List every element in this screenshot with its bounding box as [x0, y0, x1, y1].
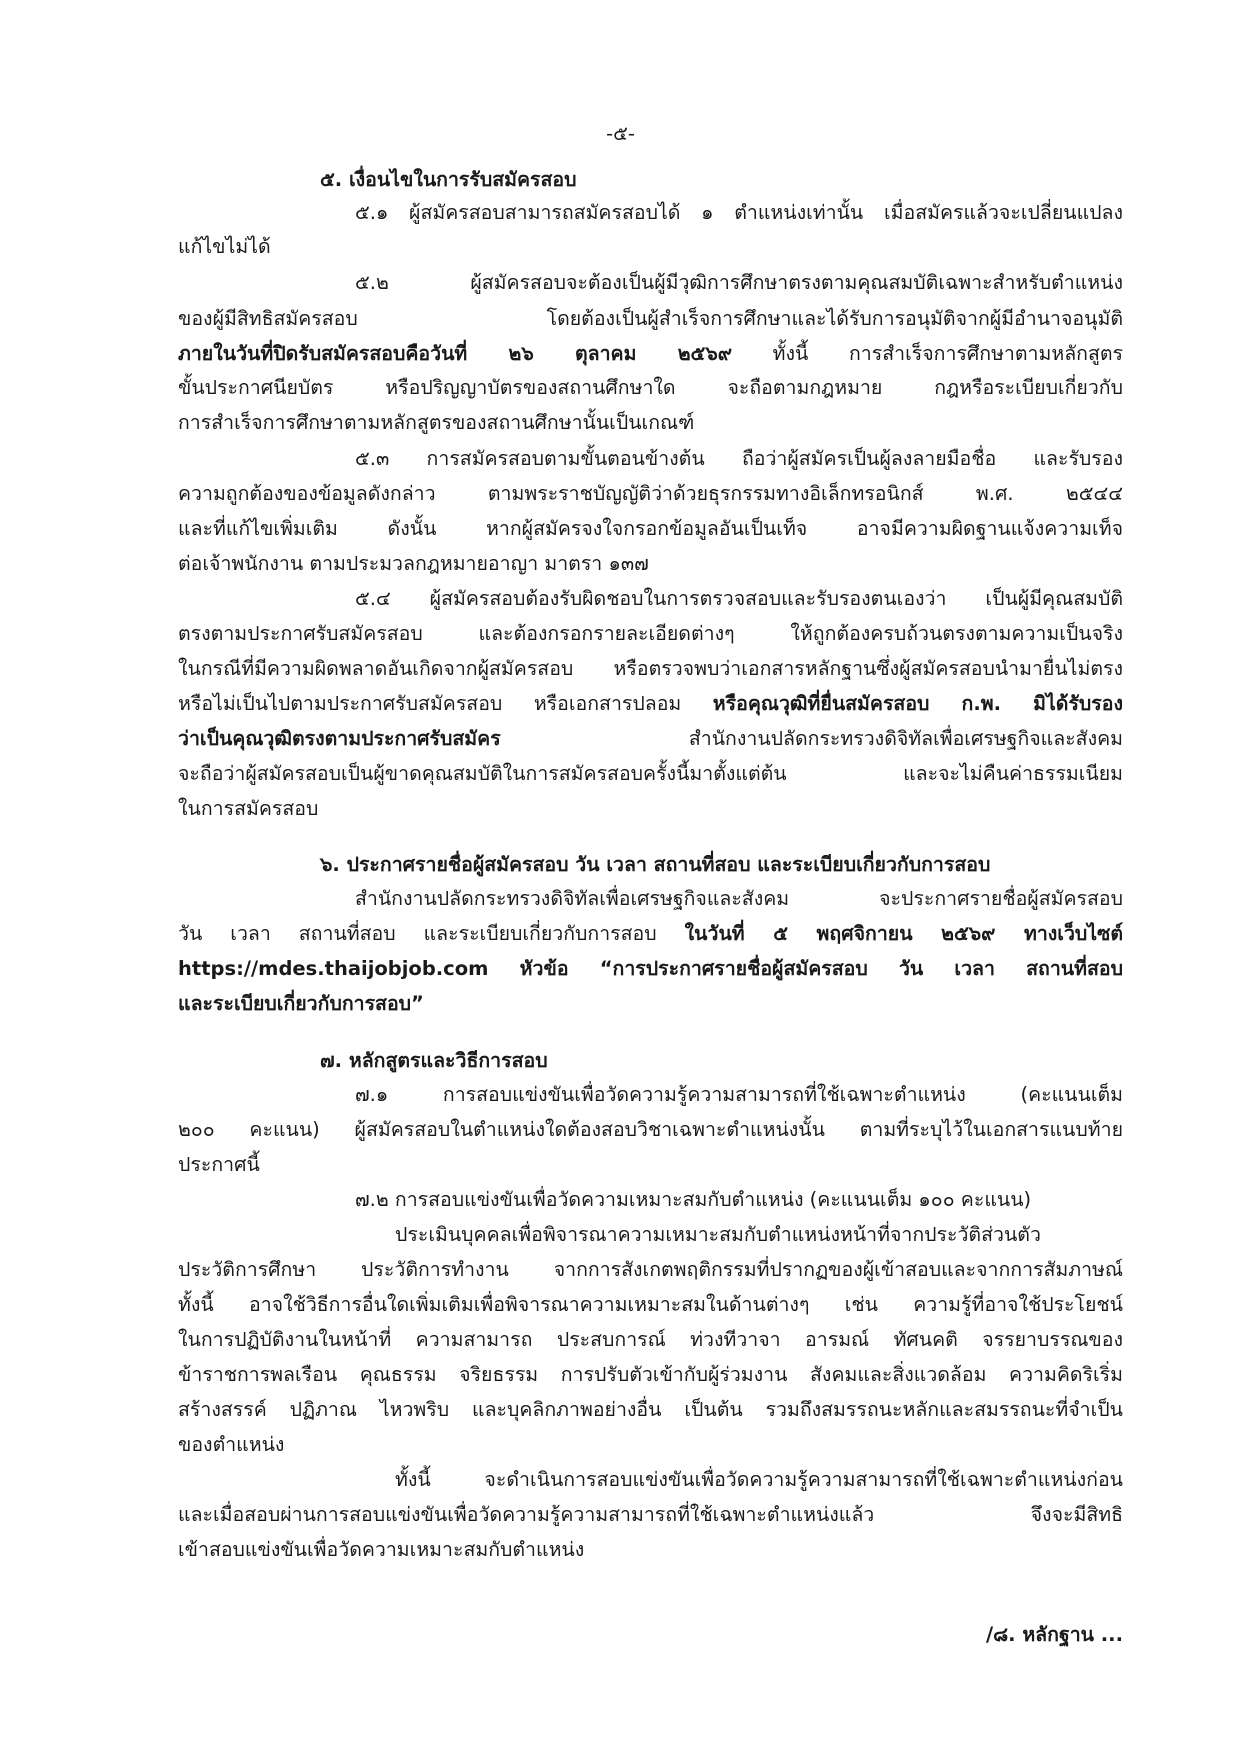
s5-p3-line4: ต่อเจ้าพนักงาน ตามประมวลกฎหมายอาญา มาตรา ๑๓๗ [178, 552, 649, 575]
s5-p4-line4 [178, 689, 1123, 719]
s5-p2-line3 [178, 339, 1123, 369]
s7-p1-line3: ประกาศนี้ [178, 1153, 260, 1176]
s7-p2-line1: ประเมินบุคคลเพื่อพิจารณาความเหมาะสมกับตำแหน่งหน้าที่จากประวัติส่วนตัว [395, 1223, 1041, 1246]
s7-p2-line6: สร้างสรรค์ ปฏิภาณ ไหวพริบ และบุคลิกภาพอย่างอื่น เป็นต้น รวมถึงสมรรถนะหลักและสมรรถนะที่จำเป็น [178, 1398, 1123, 1421]
s7-p2-line7: ของตำแหน่ง [178, 1433, 285, 1456]
section-6-heading: ๖. ประกาศรายชื่อผู้สมัครสอบ วัน เวลา สถานที่สอบ และระเบียบเกี่ยวกับการสอบ [320, 853, 991, 876]
s7-p1-line2: ๒๐๐ คะแนน) ผู้สมัครสอบในตำแหน่งใดต้องสอบวิชาเฉพาะตำแหน่งนั้น ตามที่ระบุไว้ในเอกสารแนบท้าย [178, 1118, 1123, 1141]
s7-p2-line5: ข้าราชการพลเรือน คุณธรรม จริยธรรม การปรับตัวเข้ากับผู้ร่วมงาน สังคมและสิ่งแวดล้อม ความคิดริเริ่ม [178, 1363, 1123, 1386]
page-number: -๕- [606, 122, 635, 145]
s5-p4-line5-rest: สำนักงานปลัดกระทรวงดิจิทัลเพื่อเศรษฐกิจและสังคม [500, 727, 1123, 750]
s5-p3-line1: ๕.๓ การสมัครสอบตามขั้นตอนข้างต้น ถือว่าผู้สมัครเป็นผู้ลงลายมือชื่อ และรับรอง [355, 447, 1123, 470]
s5-p2-line3-rest: ทั้งนี้ การสำเร็จการศึกษาตามหลักสูตร [731, 342, 1123, 365]
s7-p3-line3: เข้าสอบแข่งขันเพื่อวัดความเหมาะสมกับตำแหน่ง [178, 1538, 585, 1561]
s5-p4-line1: ๕.๔ ผู้สมัครสอบต้องรับผิดชอบในการตรวจสอบและรับรองตนเองว่า เป็นผู้มีคุณสมบัติ [355, 587, 1123, 610]
s5-p4-line5 [178, 724, 1123, 754]
s7-p2-line4: ในการปฏิบัติงานในหน้าที่ ความสามารถ ประสบการณ์ ท่วงทีวาจา อารมณ์ ทัศนคติ จรรยาบรรณของ [178, 1328, 1123, 1351]
s5-p2-line5: การสำเร็จการศึกษาตามหลักสูตรของสถานศึกษานั้นเป็นเกณฑ์ [178, 411, 695, 434]
s5-p4-line4-bold: หรือคุณวุฒิที่ยื่นสมัครสอบ ก.พ. มิได้รับรอง [712, 692, 1123, 715]
s7-p2-title: ๗.๒ การสอบแข่งขันเพื่อวัดความเหมาะสมกับตำแหน่ง (คะแนนเต็ม ๑๐๐ คะแนน) [355, 1188, 1032, 1211]
s7-p2-line2: ประวัติการศึกษา ประวัติการทำงาน จากการสังเกตพฤติกรรมที่ปรากฏของผู้เข้าสอบและจากการสัมภาษณ์ [178, 1258, 1123, 1281]
s7-p3-line1: ทั้งนี้ จะดำเนินการสอบแข่งขันเพื่อวัดความรู้ความสามารถที่ใช้เฉพาะตำแหน่งก่อน [395, 1468, 1123, 1491]
s6-line2-plain: วัน เวลา สถานที่สอบ และระเบียบเกี่ยวกับการสอบ [178, 922, 685, 945]
s5-p1-line2: แก้ไขไม่ได้ [178, 235, 271, 258]
s6-line2 [178, 919, 1123, 949]
section-7-heading: ๗. หลักสูตรและวิธีการสอบ [320, 1049, 548, 1072]
s7-p2-line3: ทั้งนี้ อาจใช้วิธีการอื่นใดเพิ่มเติมเพื่อพิจารณาความเหมาะสมในด้านต่างๆ เช่น ความรู้ที่อาจใช้ประโยชน์ [178, 1293, 1123, 1316]
s5-p4-line6: จะถือว่าผู้สมัครสอบเป็นผู้ขาดคุณสมบัติในการสมัครสอบครั้งนี้มาตั้งแต่ต้น และจะไม่คืนค่าธรรมเนียม [178, 762, 1123, 785]
s5-p2-line4: ขั้นประกาศนียบัตร หรือปริญญาบัตรของสถานศึกษาใด จะถือตามกฎหมาย กฎหรือระเบียบเกี่ยวกับ [178, 376, 1123, 399]
s7-p3-line2: และเมื่อสอบผ่านการสอบแข่งขันเพื่อวัดความรู้ความสามารถที่ใช้เฉพาะตำแหน่งแล้ว จึงจะมีสิทธิ [178, 1503, 1123, 1526]
s5-p2-line2: ของผู้มีสิทธิสมัครสอบ โดยต้องเป็นผู้สำเร็จการศึกษาและได้รับการอนุมัติจากผู้มีอำนาจอนุมัติ [178, 307, 1123, 330]
section-5-heading: ๕. เงื่อนไขในการรับสมัครสอบ [320, 168, 577, 191]
s6-line3 [178, 954, 1123, 984]
s5-p1-line1: ๕.๑ ผู้สมัครสอบสามารถสมัครสอบได้ ๑ ตำแหน่งเท่านั้น เมื่อสมัครแล้วจะเปลี่ยนแปลง [355, 201, 1123, 224]
s5-p4-line2: ตรงตามประกาศรับสมัครสอบ และต้องกรอกรายละเอียดต่างๆ ให้ถูกต้องครบถ้วนตรงตามความเป็นจริง [178, 622, 1123, 645]
s6-line4: และระเบียบเกี่ยวกับการสอบ” [178, 992, 424, 1015]
s5-p4-line7: ในการสมัครสอบ [178, 797, 319, 820]
website-url[interactable]: https://mdes.thaijobjob.com [178, 957, 489, 980]
s7-p1-line1: ๗.๑ การสอบแข่งขันเพื่อวัดความรู้ความสามารถที่ใช้เฉพาะตำแหน่ง (คะแนนเต็ม [355, 1083, 1123, 1106]
s6-line1: สำนักงานปลัดกระทรวงดิจิทัลเพื่อเศรษฐกิจและสังคม จะประกาศรายชื่อผู้สมัครสอบ [355, 887, 1123, 910]
s5-p4-line3: ในกรณีที่มีความผิดพลาดอันเกิดจากผู้สมัครสอบ หรือตรวจพบว่าเอกสารหลักฐานซึ่งผู้สมัครสอบนำมายื่นไม่ตรง [178, 657, 1123, 680]
s6-line3-bold: หัวข้อ “การประกาศรายชื่อผู้สมัครสอบ วัน เวลา สถานที่สอบ [488, 957, 1123, 980]
s5-p4-line4-plain: หรือไม่เป็นไปตามประกาศรับสมัครสอบ หรือเอกสารปลอม [178, 692, 713, 715]
s5-p3-line3: และที่แก้ไขเพิ่มเติม ดังนั้น หากผู้สมัครจงใจกรอกข้อมูลอันเป็นเท็จ อาจมีความผิดฐานแจ้งความเท็จ [178, 517, 1123, 540]
s5-p4-line5-bold: ว่าเป็นคุณวุฒิตรงตามประกาศรับสมัคร [178, 727, 501, 750]
s5-p2-line1: ๕.๒ ผู้สมัครสอบจะต้องเป็นผู้มีวุฒิการศึกษาตรงตามคุณสมบัติเฉพาะสำหรับตำแหน่ง [355, 271, 1123, 294]
announce-date: ในวันที่ ๕ พฤศจิกายน ๒๕๖๙ ทางเว็บไซต์ [684, 922, 1123, 945]
deadline-date: ภายในวันที่ปิดรับสมัครสอบคือวันที่ ๒๖ ตุลาคม ๒๕๖๙ [178, 342, 732, 365]
s5-p3-line2: ความถูกต้องของข้อมูลดังกล่าว ตามพระราชบัญญัติว่าด้วยธุรกรรมทางอิเล็กทรอนิกส์ พ.ศ. ๒๕๔๔ [178, 482, 1123, 505]
continuation-note: /๘. หลักฐาน ... [985, 1623, 1123, 1646]
